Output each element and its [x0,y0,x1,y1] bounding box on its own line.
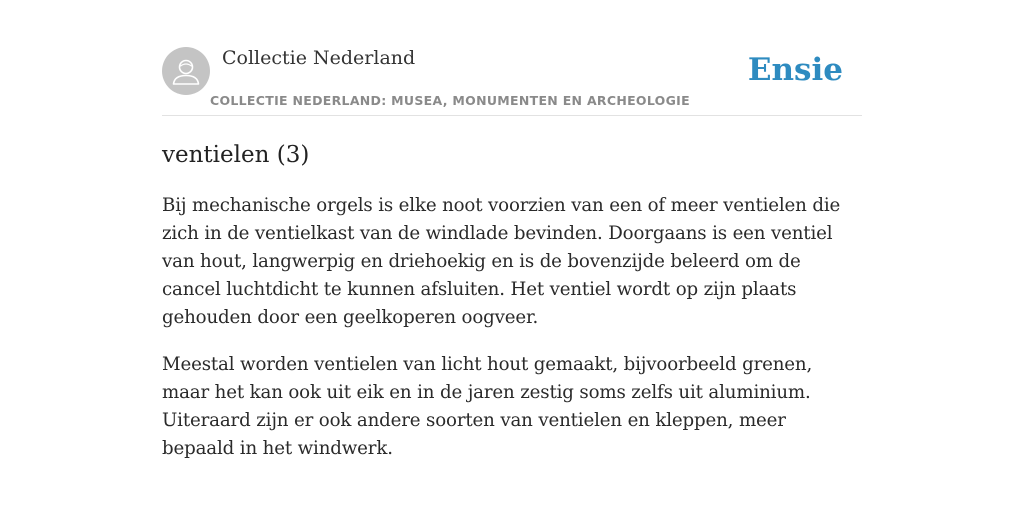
author-name[interactable]: Collectie Nederland [222,47,416,69]
author-subtitle: COLLECTIE NEDERLAND: MUSEA, MONUMENTEN EN ARCHEOLOGIE [210,93,690,108]
article-body [162,192,862,482]
paragraph: Meestal worden ventielen van licht hout gemaakt, bijvoorbeeld grenen, maar het kan ook uit eik en in de jaren zestig soms zelfs uit aluminium. Uiteraard zijn er ook andere soorten van ventielen en kleppen, meer bepaald in het windwerk. [162,354,813,459]
page-title: ventielen (3) [162,142,310,168]
avatar[interactable] [162,47,210,95]
header-divider [162,115,862,116]
brand-logo[interactable]: Ensie [747,52,843,88]
user-icon [162,47,210,95]
paragraph: Bij mechanische orgels is elke noot voorzien van een of meer ventielen die zich in de ventielkast van de windlade bevinden. Doorgaans is een ventiel van hout, langwerpig en driehoekig en is de bovenzijde beleerd om de cancel luchtdicht te kunnen afsluiten. Het ventiel wordt op zijn plaats gehouden door een geelkoperen oogveer. [162,195,841,328]
